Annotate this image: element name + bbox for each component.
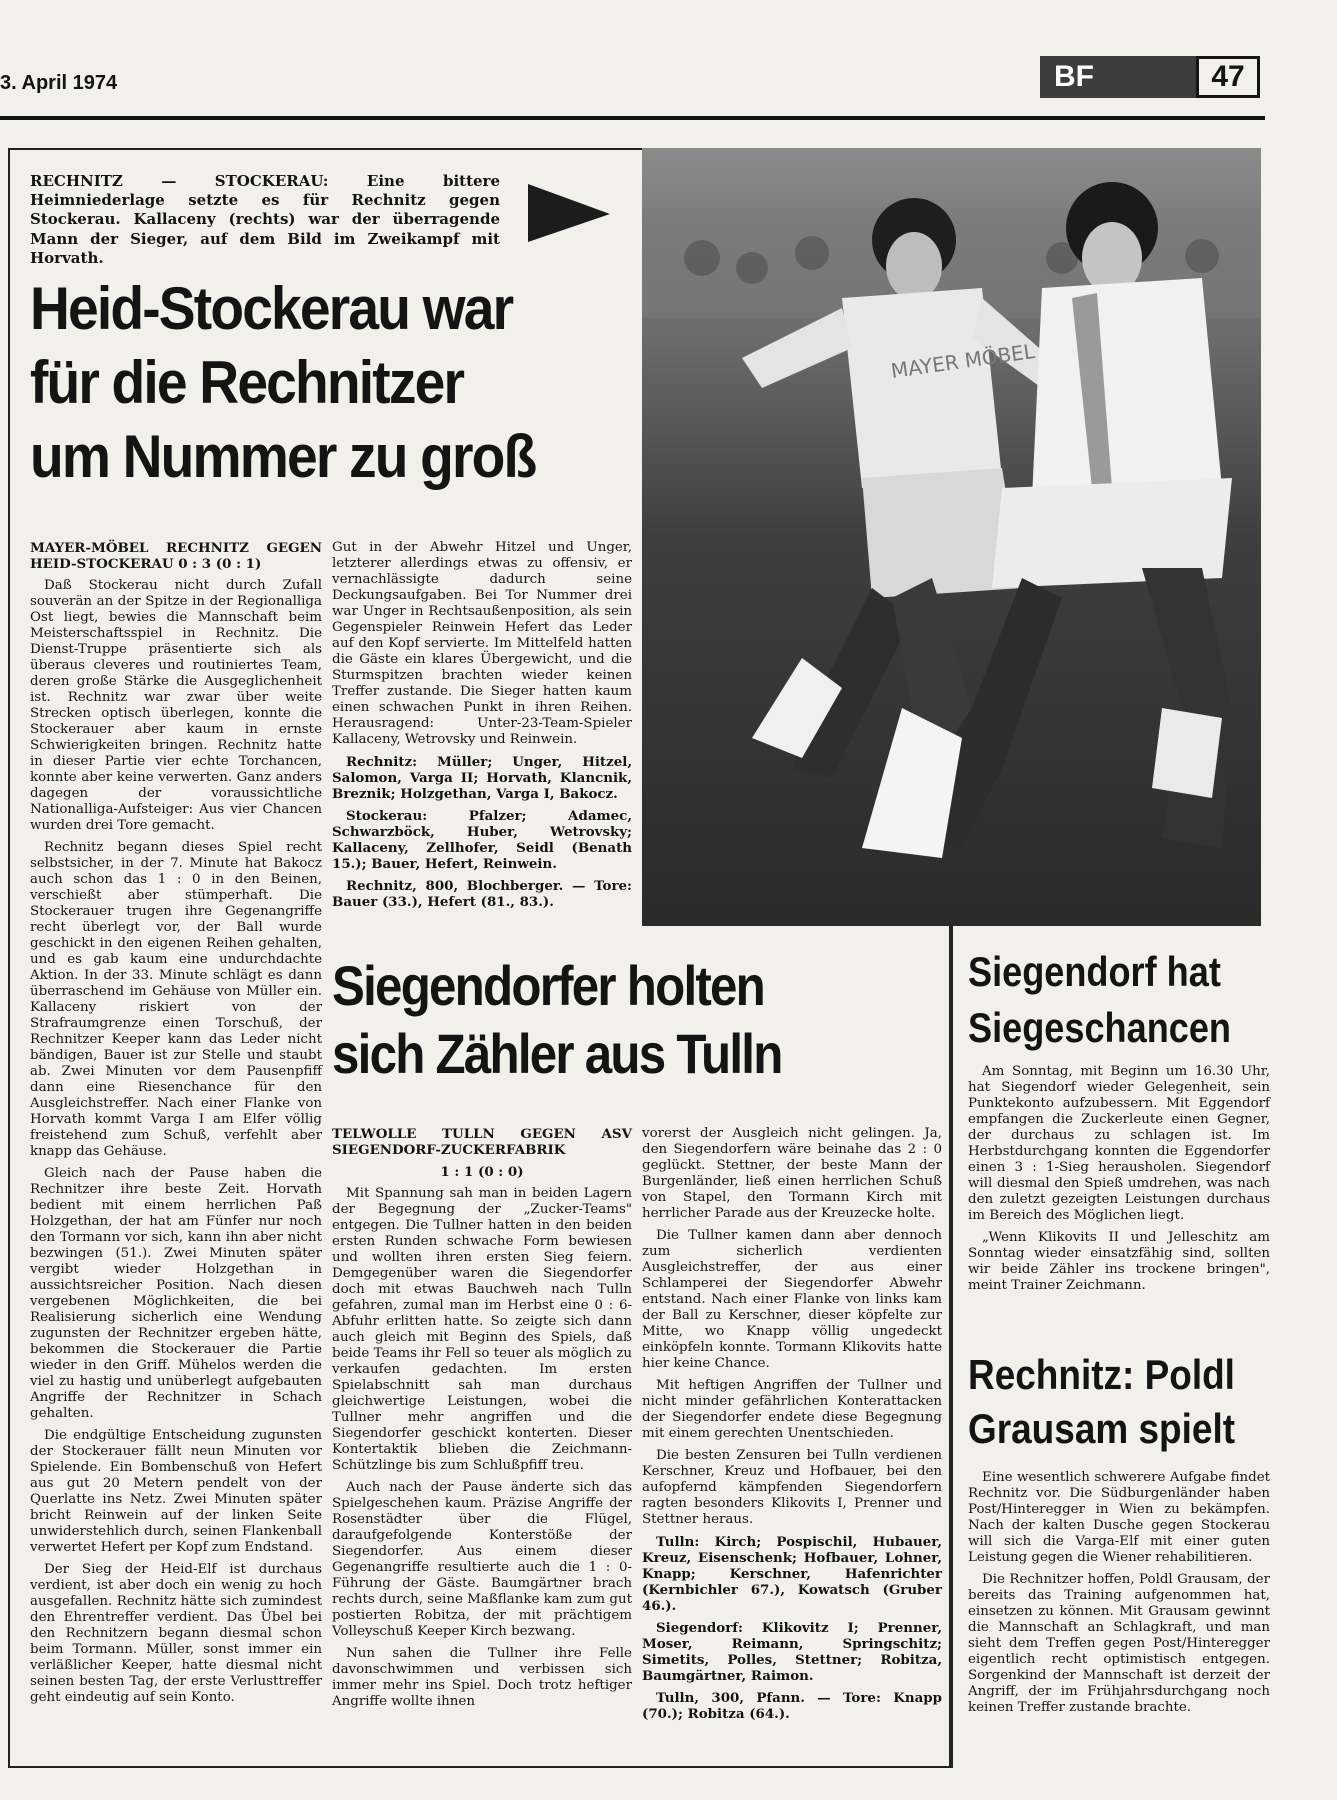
article4-paragraph: Die Rechnitzer hoffen, Poldl Grausam, der bereits das Training aufgenommen hat, einsetzen zu können. Mit Grausam gewinnt die Mannschaft an Schlagkraft, und man sieht dem Treffen gegen Post/Hinteregger eigentlich recht optimistisch entgegen. Sorgenkind der Mannschaft ist derzeit der Angriff, der im Frühjahrsdurchgang noch keinen Treffer zustande brachte. <box>968 1572 1270 1715</box>
article2-paragraph: Auch nach der Pause änderte sich das Spielgeschehen kaum. Präzise Angriffe der Rosenstädter über die Flügel, daraufgefolgende Konterstöße der Siegendorfer. Aus einem dieser Gegenangriffe resultierte auch die 1 : 0-Führung der Gäste. Baumgärtner brach rechts durch, seine Maßflanke kam zum gut postierten Robitza, der mit prächtigem Volleyschuß Keeper Kirch bezwang. <box>332 1480 632 1639</box>
article3-paragraph: „Wenn Klikovits II und Jelleschitz am Sonntag wieder einsatzfähig sind, sollten wir beide Zähler ins trockene bringen", meint Trainer Zeichmann. <box>968 1230 1270 1293</box>
article3-headline <box>968 944 1231 1056</box>
photo-illustration <box>642 148 1261 926</box>
article2-lineup-siegendorf: Siegendorf: Klikovitz I; Prenner, Moser, Reimann, Springschitz; Simetits, Polles, Stettner; Robitza, Baumgärtner, Raimon. <box>642 1620 942 1684</box>
article2-lead: TELWOLLE TULLN GEGEN ASV SIEGENDORF-ZUCKERFABRIK <box>332 1126 632 1158</box>
page-number: 47 <box>1196 56 1260 98</box>
shirt-print: MAYER MÖBEL <box>889 339 1037 383</box>
article2-score: 1 : 1 (0 : 0) <box>440 1164 524 1180</box>
article1-paragraph: Daß Stockerau nicht durch Zufall souverän an der Spitze in der Regionalliga Ost liegt, bewies die Mannschaft beim Meisterschaftsspiel in Rechnitz. Die Dienst-Truppe präsentierte sich als überaus cleveres und routiniertes Team, deren große Stärke die Ausgeglichenheit ist. Rechnitz war zwar über weite Strecken optisch überlegen, konnte die Stockerauer aber kaum in ernste Schwierigkeiten bringen. Rechnitz hatte in dieser Partie vier echte Torchancen, konnte aber keine verwerten. Ganz anders dagegen der voraussichtliche Nationalliga-Aufsteiger: Aus vier Chancen wurden drei Tore gemacht. <box>30 578 322 833</box>
photo-caption: RECHNITZ — STOCKERAU: Eine bittere Heimniederlage setzte es für Rechnitz gegen Stockerau. Kallaceny (rechts) war der überragende Mann der Sieger, auf dem Bild im Zweikampf mit Horvath. <box>30 172 500 267</box>
column-divider <box>951 926 953 1768</box>
article1-column1 <box>30 540 322 1712</box>
article4-body <box>968 1470 1270 1722</box>
article1-paragraph: Gleich nach der Pause haben die Rechnitzer ihre beste Zeit. Horvath bedient mit einem herrlichen Paß Holzgethan, der hat am Fünfer nur noch den Tormann vor sich, kann ihn aber nicht bezwingen (51.). Zwei Minuten später vergibt wieder Holzgethan in aussichtsreicher Position. Nach diesen vergebenen Möglichkeiten, die bei Realisierung sicherlich eine Wendung zugunsten der Rechnitzer ergeben hätte, bekommen die Stockerauer die Partie wieder in den Griff. Mühelos werden die viel zu hastig und unüberlegt aufgebauten Angriffe der Rechnitzer in Schach gehalten. <box>30 1166 322 1421</box>
issue-date: 3. April 1974 <box>0 72 118 94</box>
article1-headline-line2: für die Rechnitzer <box>30 349 464 416</box>
article1-lineup-stockerau: Stockerau: Pfalzer; Adamec, Schwarzböck, Huber, Wetrovsky; Kallaceny, Zellhofer, Seidl (Benath 15.); Bauer, Hefert, Reinwein. <box>332 808 632 872</box>
article2-paragraph: Nun sahen die Tullner ihre Felle davonschwimmen und verbissen sich immer mehr ins Spiel. Doch trotz heftiger Angriffe wollte ihnen <box>332 1646 632 1709</box>
article2-paragraph: Mit heftigen Angriffen der Tullner und nicht minder gefährlichen Konterattacken der Siegendorfer endete diese Begegnung mit einem gerechten Unentschieden. <box>642 1378 942 1441</box>
article2-headline-line1: Siegendorfer holten <box>332 954 765 1017</box>
article1-headline-line3: um Nummer zu groß <box>30 423 536 490</box>
article2-headline <box>332 952 878 1088</box>
article4-headline-line1: Rechnitz: Poldl <box>968 1351 1235 1398</box>
article1-lead: MAYER-MÖBEL RECHNITZ GEGEN HEID-STOCKERAU 0 : 3 (0 : 1) <box>30 540 322 572</box>
publication-logo: BF <box>1040 56 1196 98</box>
article2-column1 <box>332 1126 632 1716</box>
article1-paragraph: Der Sieg der Heid-Elf ist durchaus verdient, ist aber doch ein wenig zu hoch ausgefallen. Rechnitz hätte sich zumindest den Ehrentreffer verdient. Das Übel bei den Rechnitzern begann diesmal schon beim Tormann. Müller, sonst immer ein verläßlicher Keeper, hatte diesmal nicht seinen besten Tag, der erste Verlusttreffer geht eindeutig auf sein Konto. <box>30 1562 322 1705</box>
arrow-right-icon <box>524 178 614 248</box>
article3-body <box>968 1064 1270 1300</box>
article2-paragraph: Die Tullner kamen dann aber dennoch zum sicherlich verdienten Ausgleichstreffer, der aus einer Schlamperei der Siegendorfer Abwehr entstand. Nach einer Flanke von links kam der Ball zu Kerschner, dieser köpfelte zur Mitte, wo Knapp völlig ungedeckt einköpfeln konnte. Tormann Klikovits hatte hier keine Chance. <box>642 1228 942 1371</box>
article2-headline-line2: sich Zähler aus Tulln <box>332 1022 782 1085</box>
article1-headline-line1: Heid-Stockerau war <box>30 275 513 342</box>
article4-paragraph: Eine wesentlich schwerere Aufgabe findet Rechnitz vor. Die Südburgenländer haben Post/Hinteregger in Wien zu bekämpfen. Nach der kalten Dusche gegen Stockerau will sich die Varga-Elf mit einer guten Leistung gegen die Wiener rehabilitieren. <box>968 1470 1270 1565</box>
article1-paragraph: Die endgültige Entscheidung zugunsten der Stockerauer fällt neun Minuten vor Spielende. Ein Bombenschuß von Hefert aus gut 20 Metern pendelt von der Querlatte ins Netz. Zwei Minuten später bricht Reinwein auf der linken Seite unwiderstehlich durch, seinen Flankenball verwertet Hefert per Kopf zum Endstand. <box>30 1428 322 1555</box>
article4-headline-line2: Grausam spielt <box>968 1405 1236 1452</box>
article4-headline <box>968 1348 1236 1456</box>
article1-paragraph: Rechnitz begann dieses Spiel recht selbstsicher, in der 7. Minute hat Bakocz auch schon das 1 : 0 in den Beinen, verschießt aber stümperhaft. Die Stockerauer trugen ihre Gegenangriffe recht überlegt vor, der Ball wurde geschickt in den eigenen Reihen gehalten, und es gab kaum eine undurchdachte Aktion. In der 33. Minute schlägt es dann überraschend im Gehäuse von Müller ein. Kallaceny riskiert von der Strafraumgrenze einen Torschuß, der Rechnitzer Keeper kann das Leder nicht bändigen, Bauer ist zur Stelle und staubt ab. Zwei Minuten vor dem Pausenpfiff dann eine Riesenchance für den Ausgleichstreffer. Nach einer Flanke von Horvath kommt Varga I am Elfer völlig freistehend zum Schuß, verfehlt aber knapp das Gehäuse. <box>30 840 322 1159</box>
article3-headline-line1: Siegendorf hat <box>968 948 1221 995</box>
article1-lineup-rechnitz: Rechnitz: Müller; Unger, Hitzel, Salomon, Varga II; Horvath, Klancnik, Breznik; Holzgethan, Varga I, Bakocz. <box>332 754 632 802</box>
article1-paragraph: Gut in der Abwehr Hitzel und Unger, letzterer allerdings etwas zu offensiv, er vernachlässigte dadurch seine Deckungsaufgaben. Bei Tor Nummer drei war Unger in Rechtsaußenposition, als sein Gegenspieler Reinwein Hefert das Leder auf den Kopf servierte. Im Mittelfeld hatten die Gäste ein klares Übergewicht, und die Sturmspitzen brachten wieder keinen Treffer zustande. Die Sieger hatten kaum einen schwachen Punkt in ihren Reihen. Herausragend: Unter-23-Team-Spieler Kallaceny, Wetrovsky und Reinwein. <box>332 540 632 747</box>
header-rule <box>0 116 1265 120</box>
article2-result-info: Tulln, 300, Pfann. — Tore: Knapp (70.); Robitza (64.). <box>642 1690 942 1722</box>
article2-paragraph: vorerst der Ausgleich nicht gelingen. Ja, den Siegendorfern wäre beinahe das 2 : 0 geglückt. Stettner, der beste Mann der Burgenländer, ließ einen herrlichen Schuß von Stapel, den Tormann Kirch mit herrlicher Parade aus der Kreuzecke holte. <box>642 1126 942 1221</box>
article1-result-info: Rechnitz, 800, Blochberger. — Tore: Bauer (33.), Hefert (81., 83.). <box>332 878 632 910</box>
article3-headline-line2: Siegeschancen <box>968 1004 1231 1051</box>
match-photo <box>642 148 1261 926</box>
article1-column2 <box>332 540 632 916</box>
article1-headline <box>30 272 582 494</box>
article2-lineup-tulln: Tulln: Kirch; Pospischil, Hubauer, Kreuz, Eisenschenk; Hofbauer, Lohner, Knapp; Kerschner, Hafenrichter (Kernbichler 67.), Kowatsch (Gruber 46.). <box>642 1534 942 1614</box>
article2-column2 <box>642 1126 942 1728</box>
article2-paragraph: Mit Spannung sah man in beiden Lagern der Begegnung der „Zucker-Teams" entgegen. Die Tullner hatten in den beiden ersten Runden schwache Form bewiesen und wollten ihren ersten Sieg feiern. Demgegenüber waren die Siegendorfer doch mit etwas Bauchweh nach Tulln gefahren, zumal man im Herbst eine 0 : 6-Abfuhr erlitten hatte. So zeigte sich dann auch gleich mit Beginn des Spiels, daß beide Teams ihr Fell so teuer als möglich zu verkaufen gedachten. Im ersten Spielabschnitt sah man durchaus gleichwertige Leistungen, wobei die Tullner mehr angriffen und die Siegendorfer geschickt konterten. Dieser Kontertaktik blieben die Zeichmann-Schützlinge bis zum Schlußpfiff treu. <box>332 1186 632 1473</box>
article2-paragraph: Die besten Zensuren bei Tulln verdienen Kerschner, Kreuz und Hofbauer, bei den aufopfernd kämpfenden Siegendorfern ragten besonders Klikovits I, Prenner und Stettner heraus. <box>642 1448 942 1527</box>
article3-paragraph: Am Sonntag, mit Beginn um 16.30 Uhr, hat Siegendorf wieder Gelegenheit, sein Punktekonto aufzubessern. Mit Eggendorf empfangen die Zuckerleute einen Gegner, der durchaus zu schlagen ist. Im Herbstdurchgang konnten die Eggendorfer einen 3 : 1-Sieg herausholen. Siegendorf will diesmal den Spieß umdrehen, was nach den zuletzt gezeigten Leistungen durchaus im Bereich des Möglichen liegt. <box>968 1064 1270 1223</box>
